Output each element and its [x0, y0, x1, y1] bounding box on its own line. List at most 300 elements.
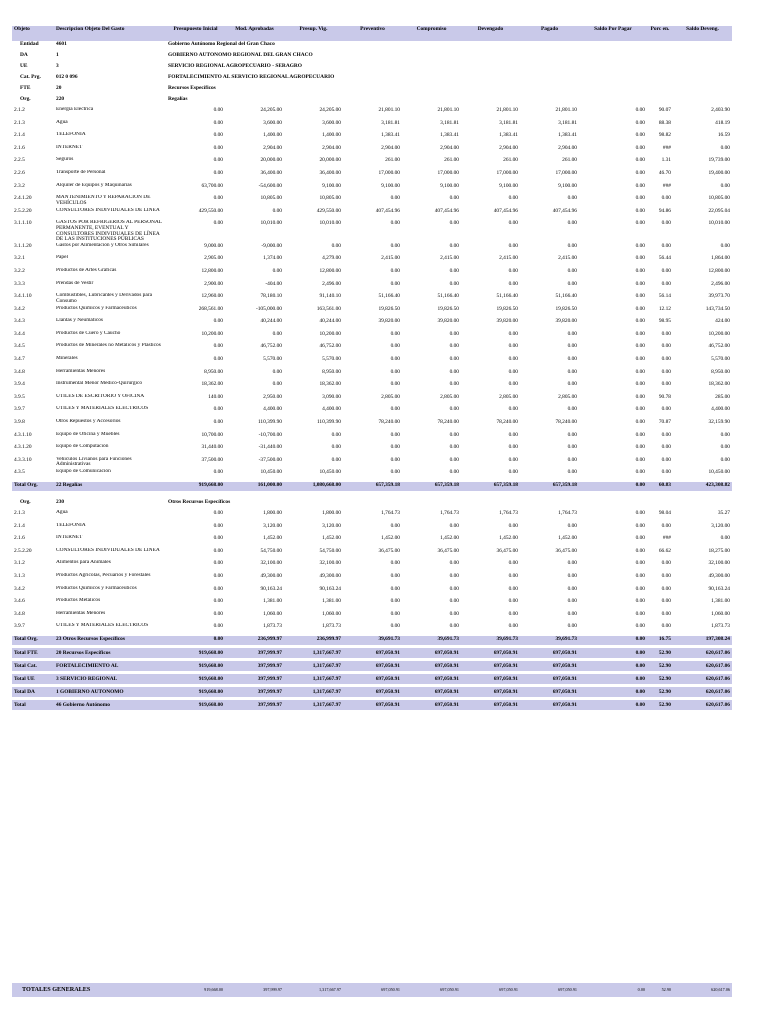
amount-cell: 0.00 — [579, 482, 647, 491]
amount-cell: 90,163.24 — [708, 585, 730, 592]
amount-cell: 0.00 — [661, 623, 671, 630]
amount-cell: 0.00 — [661, 195, 671, 202]
section-gap — [12, 491, 732, 499]
table-row — [12, 243, 732, 256]
amount-cell: 0.00 — [390, 431, 400, 438]
amount-cell: 19,826.50 — [378, 305, 400, 312]
amount-cell: 0.00 — [567, 195, 577, 202]
amount-cell: 9,000.00 — [204, 242, 223, 249]
amount-cell: 0.00 — [720, 182, 730, 189]
amount-cell: 21,801.10 — [378, 107, 400, 113]
amount-cell: 52.90 — [647, 672, 673, 685]
amount-cell: 0.00 — [390, 522, 400, 529]
amount-cell: 0.00 — [635, 356, 645, 363]
amount-cell: 1,381.00 — [711, 598, 730, 605]
amount-cell: 0.00 — [449, 610, 459, 617]
amount-cell: 36,400.00 — [319, 169, 341, 176]
object-code: 3.4.1.10 — [14, 293, 32, 300]
amount-cell: 10,805.00 — [708, 195, 730, 202]
table-row — [12, 293, 732, 306]
object-code: 3.9.5 — [14, 393, 25, 400]
amount-cell: 919,668.00 — [166, 646, 225, 659]
amount-cell: 0.00 — [567, 585, 577, 592]
table-row — [12, 255, 732, 268]
table-row — [12, 510, 732, 523]
amount-cell: 0.00 — [213, 356, 223, 363]
table-row — [12, 419, 732, 432]
amount-cell: 24,205.00 — [260, 107, 282, 113]
object-description: CONSULTORES INDIVIDUALES DE LÍNEA — [56, 207, 160, 213]
amount-cell: 0.00 — [331, 242, 341, 249]
amount-cell: 0.00 — [635, 195, 645, 202]
amount-cell: 424.00 — [715, 318, 730, 325]
object-code: 2.1.2 — [14, 107, 25, 113]
amount-cell: 0.00 — [635, 343, 645, 350]
table-row — [12, 331, 732, 344]
amount-cell: 697,050.91 — [402, 659, 461, 672]
total-name: 22 Regalías — [54, 482, 166, 491]
amount-cell: 0.00 — [449, 522, 459, 529]
object-description: Herramientas Menores — [56, 610, 106, 616]
totales-amount: 620,617.06 — [673, 983, 732, 997]
org-label: Org. — [20, 96, 31, 102]
total-row — [12, 636, 732, 647]
amount-cell: 397,999.97 — [225, 672, 284, 685]
column-header: Devengado — [461, 26, 520, 41]
object-code: 3.2.1 — [14, 255, 25, 262]
amount-cell: 697,050.91 — [343, 646, 402, 659]
amount-cell: 0.00 — [635, 207, 645, 214]
amount-cell: 5,570.00 — [263, 356, 282, 363]
amount-cell: 52.90 — [647, 646, 673, 659]
meta-code: 3 — [56, 63, 59, 69]
summary-label: Total DA — [12, 685, 54, 698]
amount-cell: 1,060.00 — [322, 610, 341, 617]
object-code: 4.3.3.10 — [14, 456, 32, 463]
amount-cell: 0.00 — [390, 195, 400, 202]
amount-cell: 60.83 — [647, 482, 673, 491]
amount-cell: 697,050.91 — [461, 646, 520, 659]
amount-cell: 0.00 — [567, 560, 577, 567]
amount-cell: 39,691.73 — [520, 636, 579, 647]
amount-cell: 0.00 — [661, 598, 671, 605]
object-code: 2.1.4 — [14, 132, 25, 139]
amount-cell: 0.00 — [635, 381, 645, 388]
object-description: Equipo de Computación — [56, 444, 109, 450]
amount-cell: 10,010.00 — [260, 220, 282, 227]
amount-cell: 52.90 — [647, 698, 673, 710]
amount-cell: 1,764.73 — [499, 510, 518, 516]
amount-cell: 0.00 — [390, 456, 400, 463]
org-label: Org. — [20, 499, 31, 505]
amount-cell: 0.00 — [449, 381, 459, 388]
amount-cell: 0.00 — [635, 293, 645, 300]
object-code: 2.4.1.20 — [14, 195, 32, 202]
amount-cell: 0.00 — [449, 330, 459, 337]
amount-cell: 19,826.50 — [437, 305, 459, 312]
amount-cell: 10,200.00 — [201, 330, 223, 337]
meta-name: FORTALECIMIENTO AL SERVICIO REGIONAL AGROPECUARIO — [168, 74, 335, 80]
amount-cell: 0.00 — [508, 242, 518, 249]
amount-cell: 0.00 — [635, 560, 645, 567]
amount-cell: 0.00 — [213, 107, 223, 113]
amount-cell: 0.00 — [272, 330, 282, 337]
amount-cell: 0.00 — [661, 242, 671, 249]
amount-cell: -37,500.00 — [258, 456, 282, 463]
amount-cell: 261.00 — [444, 157, 459, 164]
table-row — [12, 195, 732, 208]
amount-cell: 2,805.00 — [381, 393, 400, 400]
amount-cell: 1,080,668.00 — [284, 482, 343, 491]
amount-cell: 17,000.00 — [496, 169, 518, 176]
amount-cell: 2,904.00 — [499, 144, 518, 151]
amount-cell: 0.00 — [508, 469, 518, 476]
amount-cell: 78,240.00 — [555, 419, 577, 426]
amount-cell: 2,415.00 — [440, 255, 459, 262]
amount-cell: 697,050.91 — [343, 698, 402, 710]
amount-cell: 0.00 — [508, 522, 518, 529]
amount-cell: 39,691.73 — [461, 636, 520, 647]
amount-cell: 620,617.06 — [673, 659, 732, 672]
amount-cell: 0.00 — [508, 220, 518, 227]
amount-cell: 10,700.00 — [201, 431, 223, 438]
amount-cell: 0.00 — [390, 368, 400, 375]
amount-cell: 0.00 — [213, 535, 223, 542]
amount-cell: 697,050.91 — [402, 646, 461, 659]
meta-name: GOBIERNO AUTONOMO REGIONAL DEL GRAN CHACO — [168, 52, 313, 58]
amount-cell: 1,452.00 — [322, 535, 341, 542]
amount-cell: 0.00 — [661, 280, 671, 287]
amount-cell: 0.00 — [567, 623, 577, 630]
amount-cell: 0.00 — [567, 431, 577, 438]
amount-cell: 5,570.00 — [322, 356, 341, 363]
amount-cell: 39,820.00 — [496, 318, 518, 325]
amount-cell: 3,600.00 — [263, 119, 282, 126]
amount-cell: 52.90 — [647, 659, 673, 672]
amount-cell: 697,050.91 — [520, 698, 579, 710]
object-description: GASTOS POR REFRIGERIOS AL PERSONAL PERMANENTE, EVENTUAL Y CONSULTORES INDIVIDUALES DE LÍNEA DE LAS INSTITUCIONES PÚBLICAS — [56, 220, 162, 243]
amount-cell: 0.00 — [213, 132, 223, 139]
amount-cell: 2,496.00 — [711, 280, 730, 287]
amount-cell: 21,801.10 — [555, 107, 577, 113]
amount-cell: 18,362.00 — [708, 381, 730, 388]
amount-cell: 0.00 — [661, 610, 671, 617]
totales-amount: 697,050.91 — [402, 983, 461, 997]
amount-cell: 0.00 — [166, 636, 225, 647]
object-code: 4.3.1.10 — [14, 431, 32, 438]
amount-cell: 0.00 — [567, 572, 577, 579]
amount-cell: 20,000.00 — [319, 157, 341, 164]
amount-cell: 0.00 — [449, 242, 459, 249]
object-code: 3.4.6 — [14, 598, 25, 605]
meta-code: 20 — [56, 85, 62, 91]
meta-row — [12, 41, 732, 52]
amount-cell: 36,475.00 — [437, 547, 459, 554]
amount-cell: 0.00 — [508, 406, 518, 413]
amount-cell: 140.00 — [208, 393, 223, 400]
amount-cell: 1,060.00 — [263, 610, 282, 617]
amount-cell: 429,550.00 — [198, 207, 223, 214]
amount-cell: 0.00 — [508, 330, 518, 337]
amount-cell: 90,163.24 — [260, 585, 282, 592]
table-row — [12, 381, 732, 394]
amount-cell: 0.00 — [567, 444, 577, 451]
amount-cell: 22,095.04 — [708, 207, 730, 214]
amount-cell: 1,383.41 — [440, 132, 459, 139]
amount-cell: 0.00 — [390, 598, 400, 605]
amount-cell: 0.00 — [567, 242, 577, 249]
amount-cell: 0.00 — [449, 195, 459, 202]
amount-cell: 1,452.00 — [263, 535, 282, 542]
amount-cell: 0.00 — [508, 444, 518, 451]
amount-cell: 78,240.00 — [378, 419, 400, 426]
amount-cell: 46.70 — [658, 169, 671, 176]
amount-cell: 9,100.00 — [440, 182, 459, 189]
amount-cell: 1,317,667.97 — [284, 646, 343, 659]
amount-cell: 0.00 — [508, 610, 518, 617]
object-description: Llantas y Neumáticos — [56, 318, 104, 324]
object-code: 2.1.6 — [14, 535, 25, 542]
amount-cell: 0.00 — [213, 598, 223, 605]
amount-cell: 620,617.06 — [673, 698, 732, 710]
amount-cell: 4,279.00 — [322, 255, 341, 262]
amount-cell: 261.00 — [562, 157, 577, 164]
amount-cell: 697,050.91 — [461, 672, 520, 685]
table-row — [12, 573, 732, 586]
table-row — [12, 586, 732, 599]
meta-label: FTE — [20, 85, 31, 91]
table-row — [12, 623, 732, 636]
totales-amount: 52.90 — [647, 983, 673, 997]
object-code: 4.3.5 — [14, 469, 25, 476]
object-description: Instrumental Menor Médico-Quirúrgico — [56, 381, 143, 387]
amount-cell: 0.00 — [567, 381, 577, 388]
object-description: Productos Agrícolas, Pecuarios y Forestales — [56, 572, 151, 578]
amount-cell: 0.00 — [449, 572, 459, 579]
amount-cell: 1,383.41 — [558, 132, 577, 139]
amount-cell: 39,820.00 — [555, 318, 577, 325]
amount-cell: 10,450.00 — [708, 469, 730, 476]
amount-cell: 78,240.00 — [437, 419, 459, 426]
amount-cell: 3,090.00 — [322, 393, 341, 400]
amount-cell: 1,400.00 — [322, 132, 341, 139]
amount-cell: 0.00 — [213, 469, 223, 476]
amount-cell: 2,805.00 — [558, 393, 577, 400]
amount-cell: 91,140.10 — [319, 293, 341, 300]
amount-cell: 110,399.90 — [316, 419, 341, 426]
amount-cell: 697,050.91 — [343, 659, 402, 672]
amount-cell: 10,450.00 — [260, 469, 282, 476]
amount-cell: 0.00 — [508, 560, 518, 567]
amount-cell: 12,800.00 — [201, 267, 223, 274]
summary-row — [12, 646, 732, 659]
amount-cell: 0.00 — [635, 368, 645, 375]
amount-cell: 0.00 — [508, 280, 518, 287]
amount-cell: 35.27 — [717, 510, 730, 516]
amount-cell: 1,800.00 — [322, 510, 341, 516]
amount-cell: 0.00 — [508, 598, 518, 605]
amount-cell: 4,400.00 — [322, 406, 341, 413]
amount-cell: 0.00 — [661, 585, 671, 592]
amount-cell: 919,668.00 — [166, 698, 225, 710]
amount-cell: 63,700.00 — [201, 182, 223, 189]
object-code: 2.1.3 — [14, 119, 25, 126]
object-description: Energía Eléctrica — [56, 107, 94, 112]
object-code: 2.2.6 — [14, 169, 25, 176]
amount-cell: 0.00 — [635, 119, 645, 126]
amount-cell: 70.87 — [658, 419, 671, 426]
summary-name: 20 Recursos Específicos — [54, 646, 166, 659]
amount-cell: 56.44 — [658, 255, 671, 262]
summary-name: 46 Gobierno Autónomo — [54, 698, 166, 710]
amount-cell: 3,181.81 — [440, 119, 459, 126]
totales-amount: 697,050.91 — [461, 983, 520, 997]
amount-cell: 236,999.97 — [225, 636, 284, 647]
meta-code: 1 — [56, 52, 59, 58]
table-row — [12, 318, 732, 331]
amount-cell: 0.00 — [213, 623, 223, 630]
amount-cell: 2,403.90 — [711, 107, 730, 113]
amount-cell: 0.00 — [331, 444, 341, 451]
table-header — [12, 26, 732, 41]
amount-cell: 0.00 — [720, 456, 730, 463]
amount-cell: 397,999.97 — [225, 646, 284, 659]
amount-cell: 0.00 — [213, 195, 223, 202]
meta-label: Entidad — [20, 41, 39, 47]
amount-cell: 397,999.97 — [225, 685, 284, 698]
amount-cell: 1,800.00 — [263, 510, 282, 516]
object-description: Productos Químicos y Farmacéuticos — [56, 585, 137, 591]
amount-cell: 1,317,667.97 — [284, 672, 343, 685]
amount-cell: 36,475.00 — [496, 547, 518, 554]
amount-cell: 3,181.81 — [381, 119, 400, 126]
amount-cell: 8,950.00 — [322, 368, 341, 375]
object-code: 3.9.8 — [14, 419, 25, 426]
amount-cell: 0.00 — [635, 132, 645, 139]
amount-cell: 98.04 — [658, 510, 671, 516]
amount-cell: 0.00 — [635, 107, 645, 113]
amount-cell: ### — [662, 535, 671, 542]
amount-cell: 0.00 — [213, 510, 223, 516]
object-code: 2.2.5 — [14, 157, 25, 164]
table-row — [12, 369, 732, 382]
amount-cell: 697,050.91 — [402, 672, 461, 685]
object-description: ÚTILES Y MATERIALES ELÉCTRICOS — [56, 406, 149, 412]
object-description: Combustibles, Lubricantes y Derivados para Consumo — [56, 293, 152, 304]
amount-cell: 0.00 — [390, 610, 400, 617]
total-label: Total Org. — [12, 482, 54, 491]
amount-cell: 40,244.00 — [260, 318, 282, 325]
object-description: INTERNET — [56, 144, 83, 150]
amount-cell: 0.00 — [635, 431, 645, 438]
amount-cell: -31,440.00 — [258, 444, 282, 451]
object-code: 3.1.1.20 — [14, 242, 32, 249]
object-description: Transporte de Personal — [56, 169, 106, 175]
amount-cell: 3,600.00 — [322, 119, 341, 126]
amount-cell: 0.00 — [449, 280, 459, 287]
amount-cell: 0.00 — [213, 585, 223, 592]
amount-cell: 4,400.00 — [263, 406, 282, 413]
amount-cell: 0.00 — [567, 343, 577, 350]
amount-cell: 3,181.81 — [558, 119, 577, 126]
amount-cell: 161,000.00 — [225, 482, 284, 491]
totales-generales-row — [12, 983, 732, 997]
meta-row — [12, 52, 732, 63]
amount-cell: 18,362.00 — [201, 381, 223, 388]
amount-cell: 20,000.00 — [260, 157, 282, 164]
amount-cell: 1,381.00 — [322, 598, 341, 605]
amount-cell: 397,999.97 — [225, 698, 284, 710]
amount-cell: 10,200.00 — [319, 330, 341, 337]
amount-cell: 88.38 — [658, 119, 671, 126]
amount-cell: 37,500.00 — [201, 456, 223, 463]
meta-label: UE — [20, 63, 28, 69]
column-header: Saldo Por Pagar — [579, 26, 647, 41]
amount-cell: 0.00 — [635, 522, 645, 529]
amount-cell: 16.59 — [717, 132, 730, 139]
amount-cell: 0.00 — [661, 431, 671, 438]
amount-cell: 0.00 — [579, 698, 647, 710]
amount-cell: 40,244.00 — [319, 318, 341, 325]
amount-cell: 2,950.00 — [263, 393, 282, 400]
amount-cell: 0.00 — [390, 220, 400, 227]
object-code: 3.4.4 — [14, 330, 25, 337]
object-code: 2.1.3 — [14, 510, 25, 516]
object-description: Gastos por Alimentación y Otros Similares — [56, 242, 149, 248]
amount-cell: 261.00 — [385, 157, 400, 164]
amount-cell: 0.00 — [449, 267, 459, 274]
amount-cell: 0.00 — [635, 280, 645, 287]
table-row — [12, 560, 732, 573]
amount-cell: 0.00 — [213, 144, 223, 151]
org-row — [12, 96, 732, 107]
table-row — [12, 145, 732, 158]
amount-cell: 697,050.91 — [402, 698, 461, 710]
object-description: Alimentos para Animales — [56, 560, 111, 566]
amount-cell: 1,317,667.97 — [284, 659, 343, 672]
amount-cell: 78,240.00 — [496, 419, 518, 426]
object-code: 3.1.2 — [14, 560, 25, 567]
amount-cell: 268,561.00 — [198, 305, 223, 312]
column-header: Mod. Aprobadas — [225, 26, 284, 41]
amount-cell: -9,000.00 — [261, 242, 282, 249]
amount-cell: 1,374.00 — [263, 255, 282, 262]
amount-cell: ### — [662, 144, 671, 151]
amount-cell: 197,308.24 — [673, 636, 732, 647]
amount-cell: 0.00 — [213, 522, 223, 529]
amount-cell: 0.00 — [661, 220, 671, 227]
totales-amount: 397,999.97 — [225, 983, 284, 997]
summary-row — [12, 698, 732, 710]
amount-cell: 0.00 — [567, 598, 577, 605]
table-row — [12, 444, 732, 457]
table-row — [12, 343, 732, 356]
amount-cell: 0.00 — [213, 157, 223, 164]
amount-cell: 2,904.00 — [263, 144, 282, 151]
object-code: 3.1.3 — [14, 572, 25, 579]
amount-cell: 19,826.50 — [555, 305, 577, 312]
amount-cell: 51,166.40 — [378, 293, 400, 300]
object-description: Papel — [56, 255, 68, 261]
amount-cell: 19,739.00 — [708, 157, 730, 164]
amount-cell: 0.00 — [213, 610, 223, 617]
object-code: 3.4.5 — [14, 343, 25, 350]
table-row — [12, 432, 732, 445]
amount-cell: 0.00 — [331, 431, 341, 438]
object-description: Seguros — [56, 157, 74, 163]
column-header: Descripcion Objeto Del Gasto — [54, 26, 166, 41]
amount-cell: 39,691.73 — [343, 636, 402, 647]
